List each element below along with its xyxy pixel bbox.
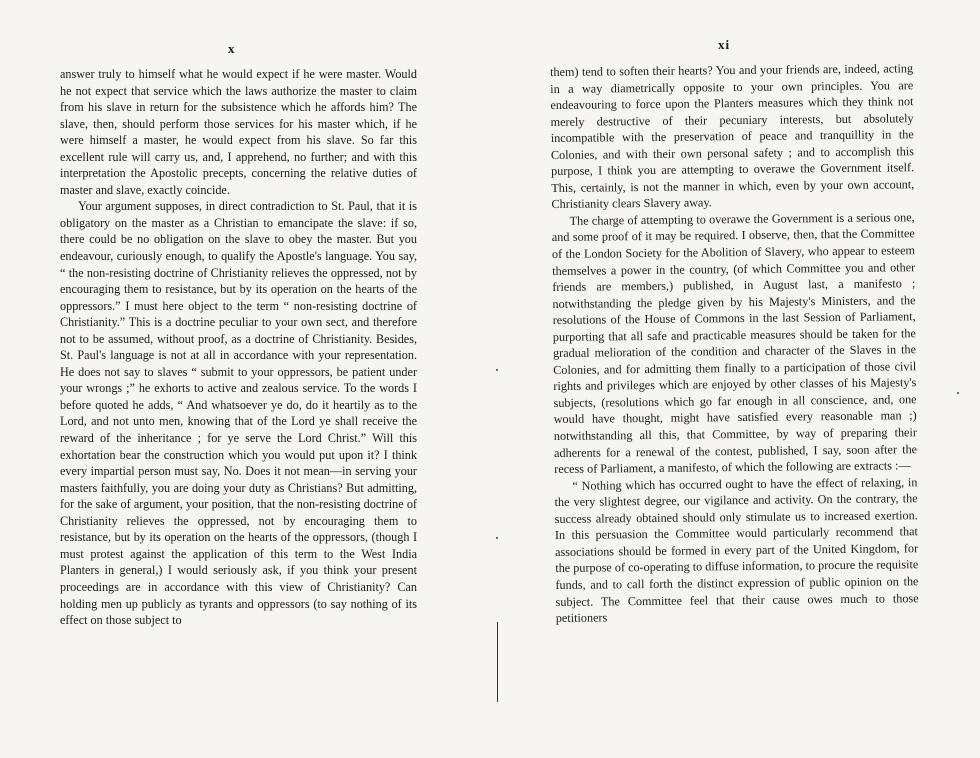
paragraph: “ Nothing which has occurred ought to have the effect of relaxing, in the very slightest degree, our vigilance and activity. On the contrary, the success already obtained should only stimulate us to increased exertion. In this persuasion the Committee would particularly recommend that associations should be formed in every part of the United Kingdom, for the purpose of co-operating to diffuse information, to procure the requisite funds, and to call forth the distinct expression of public opinion on the subject. The Committee feel that their cause owes much to those petitioners <box>554 474 919 626</box>
page-body <box>60 66 417 629</box>
speck-mark <box>496 369 498 371</box>
right-page <box>490 0 980 758</box>
paragraph: The charge of attempting to overawe the Government is a serious one, and some proof of it may be required. I observe, then, that the Committee of the London Society for the Abolition of Slavery, who appear to esteem themselves a power in the country, (of which Committee you and other friends are members,) published, in August last, a manifesto ; notwithstanding the pledge given by his Majesty's Ministers, and the resolutions of the House of Commons in the last Session of Parliament, purporting that all safe and practicable measures should be taken for the gradual melioration of the condition and character of the Slaves in the Colonies, and for admitting them finally to a participation of those civil rights and privileges which are enjoyed by other classes of his Majesty's subjects, (resolutions which go far enough in all conscience, and, one would have thought, might have satisfied every reasonable man ;) notwithstanding all this, that Committee, by way of preparing their adherents for a renewal of the contest, published, I say, soon after the recess of Parliament, a manifesto, of which the following are extracts :— <box>551 210 918 477</box>
speck-mark <box>957 392 959 394</box>
page-number: x <box>228 41 236 56</box>
gutter-mark <box>497 622 498 702</box>
speck-mark <box>496 537 498 539</box>
paragraph: answer truly to himself what he would expect if he were master. Would he not expect that service which the laws authorize the master to claim from his slave in return for the subsistence which he affords him? The slave, then, should perform those services for his master which, if he were himself a master, he would expect from his slave. So far this excellent rule will carry us, and, I apprehend, no further; and with this interpretation the Apostolic precepts, concerning the relative duties of master and slave, exactly coincide. <box>60 67 417 197</box>
page-number: xi <box>718 37 731 52</box>
paragraph: Your argument supposes, in direct contradiction to St. Paul, that it is obligatory on the master as a Christian to emancipate the slave: if so, there could be no obligation on the slave to obey the master. But you endeavour, curiously enough, to qualify the Apostle's language. You say, “ the non-resisting doctrine of Christianity relieves the oppressed, not by encouraging them to resistance, but by its operation on the hearts of the oppressors.” I must here object to the term “ non-resisting doctrine of Christianity.” This is a doctrine peculiar to your own sect, and therefore not to be assumed, without proof, as a doctrine of Christianity. Besides, St. Paul's language is not at all in accordance with your representation. He does not say to slaves “ submit to your oppressors, be patient under your wrongs ;” he exhorts to active and zealous service. To the words I before quoted he adds, “ And whatsoever ye do, do it heartily as to the Lord, and not unto men, knowing that of the Lord ye shall receive the reward of the inheritance ; for ye serve the Lord Christ.” Will this exhortation bear the construction which you would put upon it? I think every impartial person must say, No. Does it not mean—in serving your masters faithfully, you are doing your duty as Christians? But admitting, for the sake of argument, your position, that the non-resisting doctrine of Christianity relieves the oppressed, not by encouraging them to resistance, but by its operation on the hearts of the oppressors, (though I must protest against the application of this term to the West India Planters in general,) I would seriously ask, if you think your present proceedings are in accordance with this view of Christianity? Can holding men up publicly as tyrants and oppressors (to say nothing of its effect on those subject to <box>60 199 417 628</box>
paragraph: them) tend to soften their hearts? You and your friends are, indeed, acting in a way diametrically opposite to your own principles. You are endeavouring to force upon the Planters measures which they think not merely destructive of their pecuniary interests, but absolutely incompatible with the preservation of peace and tranquillity in the Colonies, and with their own personal safety ; and to accomplish this purpose, I think you are attempting to overawe the Government itself. This, certainly, is not the manner in which, even by your own account, Christianity clears Slavery away. <box>550 61 915 212</box>
page-body <box>550 60 919 626</box>
